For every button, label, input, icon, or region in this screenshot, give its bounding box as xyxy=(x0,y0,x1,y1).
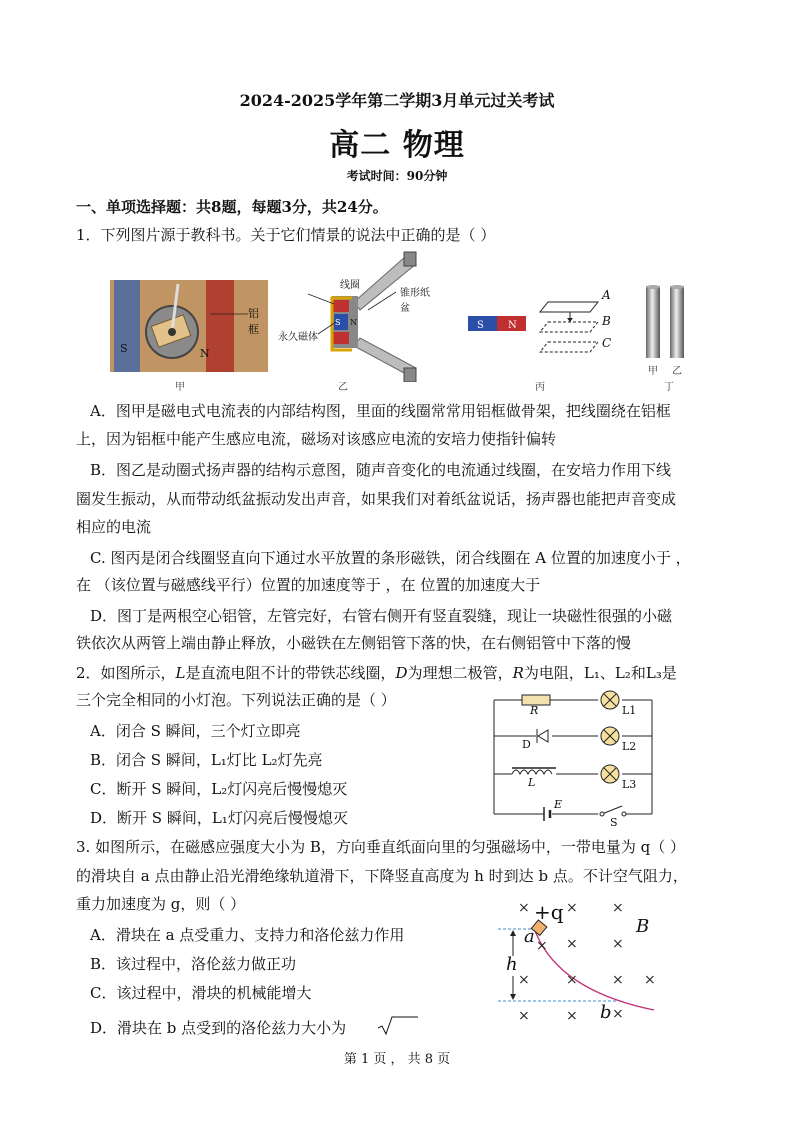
field-cross: × xyxy=(566,900,578,916)
position-c-label: C xyxy=(602,336,612,350)
field-cross: × xyxy=(612,1006,624,1022)
circuit-r-label: R xyxy=(530,704,539,717)
field-cross: × xyxy=(566,936,578,952)
field-cross: × xyxy=(536,938,548,954)
q1-option-b-line3: 相应的电流 xyxy=(76,518,152,536)
q3-stem-line3: 重力加速度为 g，则（ ） xyxy=(76,895,246,913)
magnetic-field-figure xyxy=(496,898,676,1030)
tube-jia-label: 甲 xyxy=(648,366,658,377)
field-cross: × xyxy=(612,900,624,916)
figure-bar-magnet xyxy=(462,288,622,358)
circuit-diagram xyxy=(486,688,662,828)
field-b-label: B xyxy=(636,916,650,937)
figure-galvanometer xyxy=(110,280,268,372)
q2-option-a: A．闭合 S 瞬间，三个灯立即亮 xyxy=(90,722,301,740)
field-cross: × xyxy=(518,900,530,916)
coil-label: 线圈 xyxy=(340,280,360,291)
q1-option-b-line2: 圈发生振动，从而带动纸盆振动发出声音，如果我们对着纸盆说话，扬声器也能把声音变成 xyxy=(76,490,677,508)
caption-bing: 丙 xyxy=(535,382,545,393)
field-cross: × xyxy=(612,936,624,952)
caption-ding: 丁 xyxy=(664,382,674,393)
figure-aluminum-tubes xyxy=(642,284,692,364)
field-cross: × xyxy=(644,972,656,988)
field-cross: × xyxy=(518,972,530,988)
circuit-s-label: S xyxy=(610,816,618,829)
cone-label: 锥形纸盆 xyxy=(400,288,430,314)
q2-option-c: C．断开 S 瞬间，L₂灯闪亮后慢慢熄灭 xyxy=(90,780,348,798)
speaker-n-label: N xyxy=(350,318,357,327)
field-cross: × xyxy=(612,972,624,988)
q1-option-c-line1: C. 图丙是闭合线圈竖直向下通过水平放置的条形磁铁，闭合线圈在 A 位置的加速度小于 ， xyxy=(90,549,691,567)
subject-title: 高二 物理 xyxy=(329,128,465,163)
exam-title: 2024-2025学年第二学期3月单元过关考试 xyxy=(239,91,555,110)
figure-speaker xyxy=(278,250,438,382)
q3-option-b: B．该过程中，洛伦兹力做正功 xyxy=(90,955,297,973)
exam-time: 考试时间：90分钟 xyxy=(346,169,448,183)
galv-n-label: N xyxy=(200,347,210,360)
q1-stem: 1．下列图片源于教科书。关于它们情景的说法中正确的是（ ） xyxy=(76,226,496,244)
circuit-l2-label: L2 xyxy=(622,740,637,753)
point-a-label: a xyxy=(524,926,535,947)
q2-option-d: D．断开 S 瞬间，L₁灯闪亮后慢慢熄灭 xyxy=(90,809,348,827)
point-b-label: b xyxy=(600,1002,612,1023)
section-heading: 一、单项选择题：共8题，每题3分，共24分。 xyxy=(76,198,388,216)
height-h-label: h xyxy=(506,954,518,975)
galv-s-label: S xyxy=(120,342,128,355)
tube-yi-label: 乙 xyxy=(672,366,682,377)
bar-n-label: N xyxy=(508,320,517,331)
circuit-l3-label: L3 xyxy=(622,778,637,791)
q3-option-c: C．该过程中，滑块的机械能增大 xyxy=(90,984,312,1002)
caption-yi: 乙 xyxy=(338,382,348,393)
circuit-e-label: E xyxy=(554,798,563,811)
field-cross: × xyxy=(566,972,578,988)
q3-option-d: D．滑块在 b 点受到的洛伦兹力大小为 xyxy=(90,1019,347,1037)
speaker-s-label: S xyxy=(335,318,341,327)
q1-option-c-line2: 在 （该位置与磁感线平行）位置的加速度等于 ，在 位置的加速度大于 xyxy=(76,576,541,594)
q3-option-a: A．滑块在 a 点受重力、支持力和洛伦兹力作用 xyxy=(90,926,405,944)
page-footer: 第 1 页 ， 共 8 页 xyxy=(343,1052,451,1067)
circuit-l1-label: L1 xyxy=(622,704,637,717)
caption-jia: 甲 xyxy=(175,382,185,393)
q1-option-b-line1: B．图乙是动圈式扬声器的结构示意图，随声音变化的电流通过线圈，在安培力作用下线 xyxy=(90,461,672,479)
bar-s-label: S xyxy=(477,320,484,331)
q2-stem-line2: 三个完全相同的小灯泡。下列说法正确的是（ ） xyxy=(76,691,396,709)
q3-stem-line1: 3. 如图所示，在磁感应强度大小为 B，方向垂直纸面向里的匀强磁场中，一带电量为 q（ ） xyxy=(76,838,686,856)
q1-option-d-line1: D．图丁是两根空心铝管，左管完好，右管右侧开有竖直裂缝，现让一块磁性很强的小磁 xyxy=(90,607,673,625)
aluminum-frame-label: 铝框 xyxy=(248,307,259,336)
q2-option-b: B．闭合 S 瞬间，L₁灯比 L₂灯先亮 xyxy=(90,751,323,769)
magnet-label: 永久磁体 xyxy=(278,332,318,343)
q1-option-d-line2: 铁依次从两管上端由静止释放，小磁铁在左侧铝管下落的快，在右侧铝管中下落的慢 xyxy=(76,634,632,652)
sqrt-sign xyxy=(376,1014,420,1036)
q2-stem-line1: 2．如图所示，L是直流电阻不计的带铁芯线圈，D为理想二极管，R为电阻，L₁、L₂和L₃是 xyxy=(76,664,677,682)
charge-label: +q xyxy=(534,900,564,924)
q3-stem-line2: 的滑块自 a 点由静止沿光滑绝缘轨道滑下，下降竖直高度为 h 时到达 b 点。不计空气阻力， xyxy=(76,867,688,885)
field-cross: × xyxy=(566,1008,578,1024)
circuit-d-label: D xyxy=(522,738,531,751)
q1-option-a-line2: 上，因为铝框中能产生感应电流，磁场对该感应电流的安培力使指针偏转 xyxy=(76,430,557,448)
position-b-label: B xyxy=(602,314,611,328)
q1-option-a-line1: A．图甲是磁电式电流表的内部结构图，里面的线圈常常用铝框做骨架，把线圈绕在铝框 xyxy=(90,402,671,420)
position-a-label: A xyxy=(602,288,611,302)
circuit-l-label: L xyxy=(528,776,536,789)
field-cross: × xyxy=(518,1008,530,1024)
